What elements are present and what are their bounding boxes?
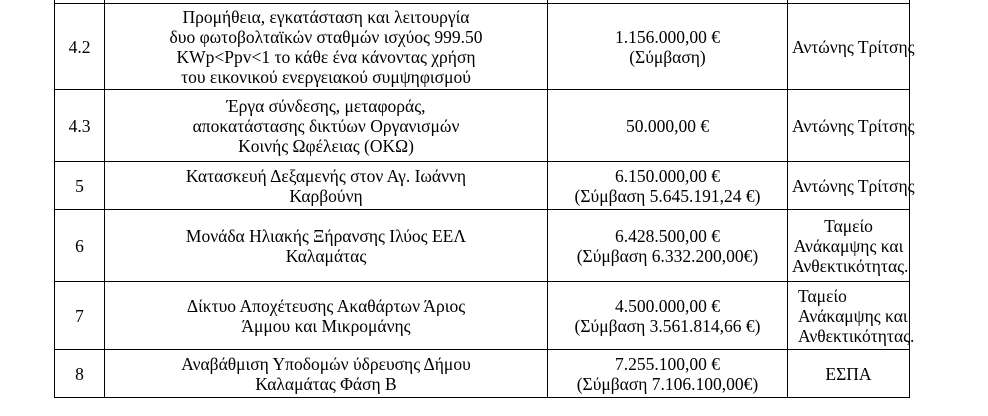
budget-line: (Σύμβαση 6.332.200,00€) bbox=[576, 245, 759, 266]
description-line: δυο φωτοβολταϊκών σταθμών ισχύος 999.50 bbox=[169, 26, 483, 47]
budget-line: 50.000,00 € bbox=[625, 115, 710, 136]
row-number: 8 bbox=[55, 350, 105, 398]
description-line: KWp<Ppv<1 το κάθε ένα κάνοντας χρήση bbox=[176, 46, 476, 67]
project-budget bbox=[548, 282, 788, 350]
table-row bbox=[55, 282, 910, 350]
description-line: Άμμου και Μικρομάνης bbox=[241, 315, 411, 336]
row-number: 5 bbox=[55, 162, 105, 210]
description-line: Κατασκευή Δεξαμενής στον Αγ. Ιωάννη bbox=[185, 165, 467, 186]
budget-line: (Σύμβαση 5.645.191,24 €) bbox=[574, 185, 761, 206]
description-line: αποκατάστασης δικτύων Οργανισμών bbox=[192, 115, 460, 136]
funding-line: Αντώνης Τρίτσης bbox=[792, 115, 915, 136]
project-budget bbox=[548, 210, 788, 282]
project-funding bbox=[788, 282, 915, 350]
budget-line: 6.428.500,00 € bbox=[615, 225, 720, 246]
budget-line: 6.150.000,00 € bbox=[615, 165, 720, 186]
projects-table bbox=[54, 0, 915, 398]
description-line: Καλαμάτας bbox=[285, 245, 367, 266]
project-description bbox=[105, 162, 548, 210]
description-line: Αναβάθμιση Υποδομών ύδρευσης Δήμου bbox=[181, 353, 471, 374]
description-line: Προμήθεια, εγκατάσταση και λειτουργία bbox=[182, 6, 470, 27]
row-number: 4.2 bbox=[55, 4, 105, 90]
project-budget bbox=[548, 90, 788, 162]
project-budget bbox=[548, 350, 788, 398]
budget-line: 7.255.100,00 € bbox=[615, 353, 720, 374]
funding-line: ΕΣΠΑ bbox=[825, 363, 872, 384]
description-line: Κοινής Ωφέλειας (ΟΚΩ) bbox=[238, 135, 414, 156]
funding-line: Ανθεκτικότητας. bbox=[792, 255, 909, 276]
project-funding bbox=[788, 4, 915, 90]
project-description bbox=[105, 282, 548, 350]
funding-line: Ταμείο bbox=[824, 215, 873, 236]
project-funding bbox=[788, 90, 915, 162]
project-funding bbox=[788, 210, 910, 282]
budget-line: 4.500.000,00 € bbox=[615, 295, 720, 316]
funding-line: Ανάκαμψης και bbox=[798, 305, 908, 326]
row-number: 7 bbox=[55, 282, 105, 350]
row-number: 4.3 bbox=[55, 90, 105, 162]
description-line: του εικονικού ενεργειακού συμψηφισμού bbox=[181, 66, 471, 87]
budget-line: (Σύμβαση) bbox=[629, 46, 706, 67]
description-line: Καλαμάτας Φάση Β bbox=[255, 373, 397, 394]
budget-line: (Σύμβαση 7.106.100,00€) bbox=[576, 373, 759, 394]
table-row bbox=[55, 350, 910, 398]
project-description bbox=[105, 4, 548, 90]
project-description bbox=[105, 90, 548, 162]
funding-line: Αντώνης Τρίτσης bbox=[792, 175, 915, 196]
project-budget bbox=[548, 162, 788, 210]
project-funding bbox=[788, 350, 910, 398]
funding-line: Αντώνης Τρίτσης bbox=[792, 36, 915, 57]
table-row bbox=[55, 210, 910, 282]
project-funding bbox=[788, 162, 915, 210]
funding-line: Ανάκαμψης και bbox=[793, 235, 904, 256]
budget-line: 1.156.000,00 € bbox=[615, 26, 720, 47]
row-number: 6 bbox=[55, 210, 105, 282]
project-description bbox=[105, 210, 548, 282]
project-budget bbox=[548, 4, 788, 90]
funding-line: Ταμείο bbox=[798, 285, 847, 306]
budget-line: (Σύμβαση 3.561.814,66 €) bbox=[574, 315, 761, 336]
table-row bbox=[55, 162, 910, 210]
description-line: Δίκτυο Αποχέτευσης Ακαθάρτων Άριος bbox=[186, 295, 466, 316]
table-row bbox=[55, 90, 910, 162]
project-description bbox=[105, 350, 548, 398]
table-row bbox=[55, 4, 910, 90]
funding-line: Ανθεκτικότητας. bbox=[798, 325, 915, 346]
description-line: Μονάδα Ηλιακής Ξήρανσης Ιλύος ΕΕΛ bbox=[185, 225, 467, 246]
description-line: Καρβούνη bbox=[289, 185, 363, 206]
description-line: Έργα σύνδεσης, μεταφοράς, bbox=[226, 95, 426, 116]
